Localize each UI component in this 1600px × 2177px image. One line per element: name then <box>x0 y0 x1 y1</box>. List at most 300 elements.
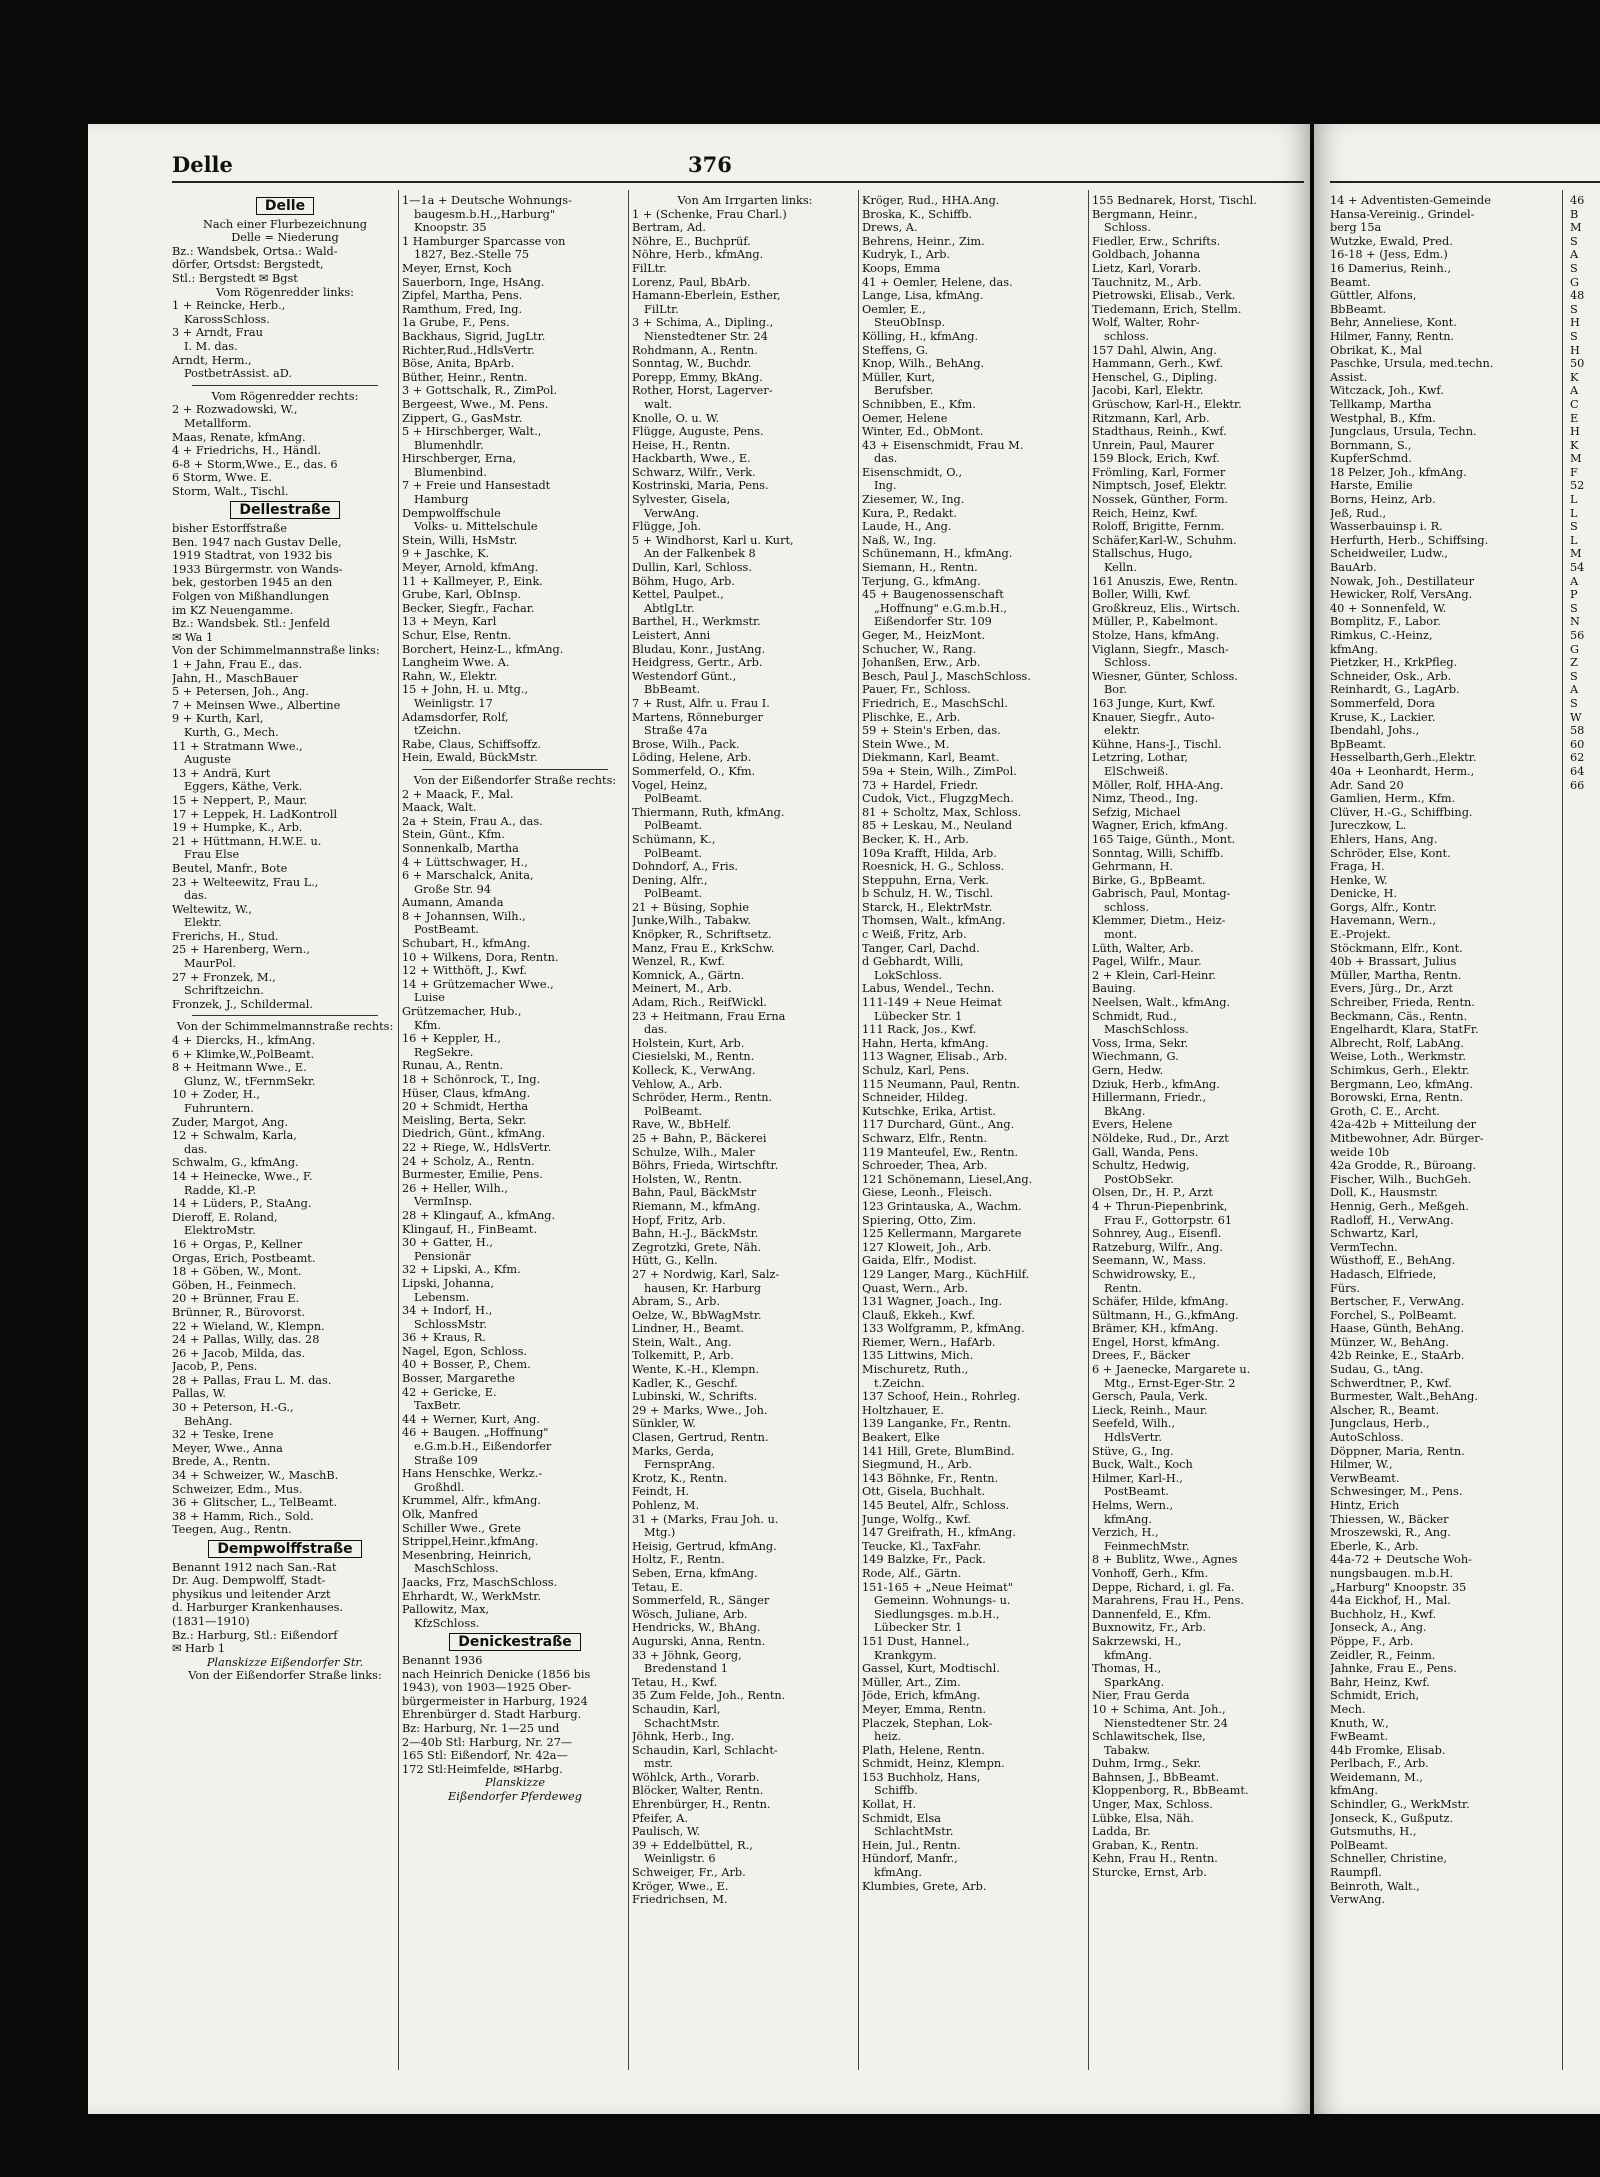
entry-line: 6 + Marschalck, Anita, <box>402 869 534 883</box>
entry-line: 16 + Keppler, H., <box>402 1032 501 1046</box>
entry-line: Jöde, Erich, kfmAng. <box>862 1689 981 1703</box>
entry-line: BbBeamt. <box>1330 302 1387 316</box>
entry-line: PolBeamt. <box>644 819 703 833</box>
entry-line: Maack, Walt. <box>402 801 477 815</box>
entry-line: Lieck, Reinh., Maur. <box>1092 1403 1208 1417</box>
entry-line: 5 + Windhorst, Karl u. Kurt, <box>632 533 794 547</box>
entry-line: hausen, Kr. Harburg <box>644 1281 762 1295</box>
entry-line: 7 + Freie und Hansestadt <box>402 479 551 493</box>
entry-line: Abram, S., Arb. <box>632 1295 720 1309</box>
entry-line: Lübecker Str. 1 <box>874 1009 963 1023</box>
entry-line: 27 + Nordwig, Karl, Salz- <box>632 1267 780 1281</box>
entry-line: 121 Schönemann, Liesel,Ang. <box>862 1172 1033 1186</box>
entry-line: elektr. <box>1104 724 1141 738</box>
entry-line: Wasserbauinsp i. R. <box>1330 520 1443 534</box>
entry-line: Winter, Ed., ObMont. <box>862 425 984 439</box>
entry-line: Schaudin, Karl, <box>632 1702 721 1716</box>
entry-line: Holsten, W., Rentn. <box>632 1172 743 1186</box>
entry-line: Lubinski, W., Schrifts. <box>632 1390 758 1404</box>
entry-line: Schmidt, Erich, <box>1330 1689 1420 1703</box>
entry-line: Weidemann, M., <box>1330 1770 1423 1784</box>
entry-line: Siedlungsges. m.b.H., <box>874 1607 1000 1621</box>
entry-line: Rahn, W., Elektr. <box>402 669 498 683</box>
entry-line: Folgen von Mißhandlungen <box>172 590 330 604</box>
entry-line: Hein, Ewald, BückMstr. <box>402 751 538 765</box>
entry-line: 165 Taige, Günth., Mont. <box>1092 832 1236 846</box>
entry-line: Bergmann, Leo, kfmAng. <box>1330 1077 1473 1091</box>
entry-line: S <box>1570 234 1578 248</box>
entry-line: 18 Pelzer, Joh., kfmAng. <box>1330 465 1467 479</box>
section-subheading: Vom Rögenredder rechts: <box>211 389 359 403</box>
entry-line: walt. <box>644 397 673 411</box>
divider <box>192 1015 378 1016</box>
entry-line: Burmester, Walt.,BehAng. <box>1330 1390 1478 1404</box>
entry-line: Reinhardt, G., LagArb. <box>1330 683 1460 697</box>
entry-line: 157 Dahl, Alwin, Ang. <box>1092 343 1217 357</box>
entry-line: Schimkus, Gerh., Elektr. <box>1330 1064 1470 1077</box>
entry-line: 1 + (Schenke, Frau Charl.) <box>632 207 787 221</box>
entry-line: Holstein, Kurt, Arb. <box>632 1036 745 1050</box>
entry-line: Nimz, Theod., Ing. <box>1092 792 1199 806</box>
entry-line: 16 Damerius, Reinh., <box>1330 261 1451 275</box>
entry-line: Aumann, Amanda <box>402 896 504 910</box>
entry-line: Schwidrowsky, E., <box>1092 1267 1196 1281</box>
entry-line: Dziuk, Herb., kfmAng. <box>1092 1077 1220 1091</box>
entry-line: Müller, P., Kabelmont. <box>1092 615 1218 629</box>
entry-line: Wolf, Walter, Rohr- <box>1092 316 1200 330</box>
column-divider <box>858 190 859 2070</box>
entry-line: Heidgress, Gertr., Arb. <box>632 656 763 670</box>
entry-line: kfmAng. <box>874 1866 922 1880</box>
entry-line: e.G.m.b.H., Eißendorfer <box>414 1440 552 1454</box>
section-subheading: Vom Rögenredder links: <box>216 285 354 299</box>
entry-line: G <box>1570 275 1580 289</box>
entry-line: 42a Grodde, R., Büroang. <box>1330 1159 1477 1173</box>
entry-line: Dullin, Karl, Schloss. <box>632 561 752 575</box>
entry-line: Behr, Anneliese, Kont. <box>1330 316 1457 330</box>
entry-line: Holtzhauer, E. <box>862 1403 944 1417</box>
entry-line: 17 + Leppek, H. LadKontroll <box>172 807 338 821</box>
intro-line: Bz.: Wandsbek, Ortsa.: Wald- <box>172 244 338 258</box>
entry-line: 5 + Hirschberger, Walt., <box>402 425 542 439</box>
entry-line: Komnick, A., Gärtn. <box>632 968 745 982</box>
section-subheading: Von der Eißendorfer Straße rechts: <box>413 773 617 787</box>
entry-line: VerwAng. <box>644 506 700 520</box>
entry-line: 23 + Heitmann, Frau Erna <box>632 1009 786 1023</box>
entry-line: Hilmer, Karl-H., <box>1092 1471 1183 1485</box>
entry-line: H <box>1570 425 1580 439</box>
entry-line: 113 Wagner, Elisab., Arb. <box>862 1050 1008 1064</box>
entry-line: Nowak, Joh., Destillateur <box>1330 574 1475 588</box>
street-intro <box>402 1654 628 1776</box>
entry-line: Großkreuz, Elis., Wirtsch. <box>1092 601 1241 615</box>
entry-line: 44 + Werner, Kurt, Ang. <box>402 1412 540 1426</box>
entry-line: 59a + Stein, Wilh., ZimPol. <box>862 764 1017 778</box>
entry-line: Tiedemann, Erich, Stellm. <box>1092 302 1242 316</box>
entry-line: Meisling, Berta, Sekr. <box>402 1113 527 1127</box>
entry-line: Hansa-Vereinig., Grindel- <box>1330 207 1475 221</box>
entry-line: d. Harburger Krankenhauses. <box>172 1601 344 1615</box>
entry-line: Gabrisch, Paul, Montag- <box>1092 887 1231 901</box>
entry-line: MaschSchloss. <box>414 1562 499 1576</box>
entry-line: Mtg., Ernst-Eger-Str. 2 <box>1104 1376 1236 1390</box>
entry-line: Stöckmann, Elfr., Kont. <box>1330 941 1463 955</box>
entry-line: Kloppenborg, R., BbBeamt. <box>1092 1784 1249 1798</box>
entry-line: 135 Littwins, Mich. <box>862 1349 974 1363</box>
entry-line: Schwesinger, M., Pens. <box>1330 1485 1463 1499</box>
entry-line: Evers, Jürg., Dr., Arzt <box>1330 982 1453 996</box>
entry-line: Krummel, Alfr., kfmAng. <box>402 1494 541 1508</box>
header-rule <box>1330 181 1600 183</box>
entry-line: Teegen, Aug., Rentn. <box>172 1523 292 1537</box>
entry-line: 73 + Hardel, Friedr. <box>862 778 979 792</box>
entry-line: Ott, Gisela, Buchhalt. <box>862 1485 986 1499</box>
entry-line: 36 + Kraus, R. <box>402 1331 486 1345</box>
entry-line: Münzer, W., BehAng. <box>1330 1335 1450 1349</box>
entry-line: Lübke, Elsa, Näh. <box>1092 1811 1194 1825</box>
entry-line: Henke, W. <box>1330 873 1388 887</box>
entry-line: Blumenbind. <box>414 465 487 479</box>
entry-line: Meyer, Wwe., Anna <box>172 1441 283 1455</box>
entry-line: A <box>1570 384 1579 398</box>
entry-line: mstr. <box>644 1757 673 1771</box>
entry-line: Dempwolffschule <box>402 506 501 520</box>
entry-line: VerwBeamt. <box>1330 1471 1400 1485</box>
entry-line: Bahr, Heinz, Kwf. <box>1330 1675 1430 1689</box>
column-5 <box>1092 194 1318 2084</box>
entry-line: Hewicker, Rolf, VersAng. <box>1330 588 1473 602</box>
entry-line: Leistert, Anni <box>632 629 711 642</box>
entry-line: 119 Manteufel, Ew., Rentn. <box>862 1145 1019 1159</box>
entry-line: Kostrinski, Maria, Pens. <box>632 479 769 493</box>
entry-line: Thiermann, Ruth, kfmAng. <box>632 805 785 819</box>
entry-line: Riemann, M., kfmAng. <box>632 1199 761 1213</box>
entry-line: 123 Grintauska, A., Wachm. <box>862 1199 1022 1213</box>
entry-line: Metallform. <box>184 416 252 430</box>
entry-line: Knauer, Siegfr., Auto- <box>1092 710 1215 724</box>
entry-line: Siegmund, H., Arb. <box>862 1458 972 1472</box>
street-heading-label: Delle <box>256 197 314 215</box>
entry-line: Gamlien, Herm., Kfm. <box>1330 792 1456 806</box>
entry-line: Fronzek, J., Schildermal. <box>172 997 313 1011</box>
entry-line: Heise, H., Rentn. <box>632 438 731 452</box>
entry-line: Hilmer, W., <box>1330 1458 1393 1472</box>
entry-line: 25 + Bahn, P., Bäckerei <box>632 1131 767 1145</box>
entry-line: t.Zeichn. <box>874 1376 925 1390</box>
entry-line: 85 + Leskau, M., Neuland <box>862 819 1013 833</box>
entry-line: Helms, Wern., <box>1092 1499 1174 1512</box>
entry-line: Weise, Loth., Werkmstr. <box>1330 1050 1466 1064</box>
entry-line: Spiering, Otto, Zim. <box>862 1213 977 1227</box>
entry-line: Boller, Willi, Kwf. <box>1092 588 1191 602</box>
entry-line: FilLtr. <box>632 261 667 275</box>
entry-line: Schlawitschek, Ilse, <box>1092 1730 1206 1744</box>
entry-line: Weinligstr. 6 <box>644 1852 716 1866</box>
intro-line: Delle = Niederung <box>231 231 339 245</box>
entry-line: Bludau, Konr., JustAng. <box>632 642 766 656</box>
entry-list <box>862 194 1088 1893</box>
entry-line: Kfm. <box>414 1018 441 1032</box>
column-divider <box>1088 190 1089 2070</box>
entry-line: Ehrhardt, W., WerkMstr. <box>402 1589 541 1603</box>
entry-line: Schmidt, Elsa <box>862 1811 942 1825</box>
entry-line: Sonntag, W., Buchdr. <box>632 357 752 371</box>
entry-line: 1—1a + Deutsche Wohnungs- <box>402 194 572 207</box>
entry-line: 10 + Wilkens, Dora, Rentn. <box>402 950 559 964</box>
entry-line: 39 + Eddelbüttel, R., <box>632 1838 753 1852</box>
entry-line: E <box>1570 411 1579 425</box>
entry-line: Sonnenkalb, Martha <box>402 841 519 855</box>
entry-line: Bergmann, Heinr., <box>1092 207 1198 221</box>
entry-line: Diekmann, Karl, Beamt. <box>862 751 1000 765</box>
entry-line: 2 + Klein, Carl-Heinr. <box>1092 968 1217 982</box>
entry-line: Schucher, W., Rang. <box>862 642 977 656</box>
entry-line: bek, gestorben 1945 an den <box>172 576 333 590</box>
entry-line: Krankgym. <box>874 1648 937 1662</box>
header-rule <box>172 181 1304 183</box>
entry-line: Paschke, Ursula, med.techn. <box>1330 357 1494 371</box>
entry-line: Eißendorfer Str. 109 <box>874 615 992 629</box>
entry-line: 40b + Brassart, Julius <box>1330 955 1457 969</box>
entry-line: heiz. <box>874 1730 902 1744</box>
entry-line: Kolleck, K., VerwAng. <box>632 1064 756 1077</box>
entry-line: L <box>1570 506 1578 520</box>
entry-line: A <box>1570 248 1579 262</box>
entry-line: Stadthaus, Reinh., Kwf. <box>1092 425 1227 439</box>
entry-line: Beinroth, Walt., <box>1330 1879 1420 1893</box>
entry-line: Schloss. <box>1104 656 1151 670</box>
entry-line: Manz, Frau E., KrkSchw. <box>632 941 775 955</box>
entry-line: Placzek, Stephan, Lok- <box>862 1716 993 1730</box>
entry-line: Straße 47a <box>644 724 708 738</box>
entry-line: Tanger, Carl, Dachd. <box>862 941 980 955</box>
entry-line: Jonseck, A., Ang. <box>1330 1621 1427 1635</box>
column-3 <box>632 194 858 2084</box>
entry-line: Müller, Art., Zim. <box>862 1675 961 1689</box>
entry-line: Dieroff, E. Roland, <box>172 1210 278 1224</box>
entry-line: Doll, K., Hausmstr. <box>1330 1186 1438 1200</box>
entry-line: Plischke, E., Arb. <box>862 710 961 724</box>
plan-sketch-note: Eißendorfer Pferdeweg <box>447 1789 583 1803</box>
entry-line: PolBeamt. <box>644 1104 703 1118</box>
entry-line: Westphal, B., Kfm. <box>1330 411 1436 425</box>
entry-line: Beckmann, Cäs., Rentn. <box>1330 1009 1468 1023</box>
entry-line: Sakrzewski, H., <box>1092 1634 1182 1648</box>
entry-line: Knöpker, R., Schriftsetz. <box>632 928 772 942</box>
entry-line: 36 + Glitscher, L., TelBeamt. <box>172 1496 338 1510</box>
entry-line: Benannt 1936 <box>402 1653 483 1667</box>
entry-line: 1a Grube, F., Pens. <box>402 316 510 330</box>
entry-line: Hadasch, Elfriede, <box>1330 1267 1437 1281</box>
entry-line: Knoopstr. 35 <box>414 221 487 235</box>
entry-line: Schulz, Karl, Pens. <box>862 1064 970 1077</box>
entry-line: Viglann, Siegfr., Masch- <box>1092 642 1229 656</box>
entry-line: 12 + Schwalm, Karla, <box>172 1129 297 1143</box>
entry-line: Marks, Gerda, <box>632 1444 715 1458</box>
entry-line: Lange, Lisa, kfmAng. <box>862 289 984 303</box>
entry-line: Vonhoff, Gerh., Kfm. <box>1092 1566 1209 1580</box>
entry-line: Nier, Frau Gerda <box>1092 1689 1190 1703</box>
entry-line: 172 Stl:Heimfelde, ✉Harbg. <box>402 1762 563 1776</box>
entry-line: Buxnowitz, Fr., Arb. <box>1092 1621 1207 1635</box>
entry-line: 32 + Lipski, A., Kfm. <box>402 1263 521 1277</box>
entry-line: 28 + Pallas, Frau L. M. das. <box>172 1373 332 1387</box>
entry-line: 11 + Stratmann Wwe., <box>172 739 303 753</box>
entry-line: Schnibben, E., Kfm. <box>862 397 976 411</box>
entry-line: c Weiß, Fritz, Arb. <box>862 928 967 942</box>
entry-line: Knolle, O. u. W. <box>632 411 720 425</box>
entry-line: 30 + Gatter, H., <box>402 1236 493 1250</box>
entry-line: Hüser, Claus, kfmAng. <box>402 1086 531 1100</box>
entry-line: Labus, Wendel., Techn. <box>862 982 995 996</box>
entry-line: 33 + Jöhnk, Georg, <box>632 1648 742 1662</box>
entry-line: Meyer, Emma, Rentn. <box>862 1702 987 1716</box>
entry-line: Junke,Wilh., Tabakw. <box>632 914 752 928</box>
entry-line: Benannt 1912 nach San.-Rat <box>172 1560 337 1574</box>
entry-line: Berufsber. <box>874 384 934 398</box>
entry-line: L <box>1570 493 1578 507</box>
entry-line: Rave, W., BbHelf. <box>632 1118 732 1132</box>
entry-line: Rimkus, C.-Heinz, <box>1330 629 1433 642</box>
entry-line: A <box>1570 683 1579 697</box>
entry-line: Döppner, Maria, Rentn. <box>1330 1444 1465 1458</box>
entry-line: 34 + Schweizer, W., MaschB. <box>172 1469 339 1483</box>
entry-line: Stein Wwe., M. <box>862 737 950 751</box>
entry-line: Steppuhn, Erna, Verk. <box>862 873 989 887</box>
entry-line: Thomsen, Walt., kfmAng. <box>862 914 1006 928</box>
entry-line: Wösch, Juliane, Arb. <box>632 1607 748 1621</box>
entry-line: MaschSchloss. <box>1104 1023 1189 1037</box>
entry-line: 3 + Gottschalk, R., ZimPol. <box>402 384 558 398</box>
entry-line: Backhaus, Sigrid, JugLtr. <box>402 329 546 343</box>
entry-line: BbBeamt. <box>644 683 701 697</box>
entry-line: Ladda, Br. <box>1092 1825 1151 1839</box>
entry-line: 2 + Maack, F., Mal. <box>402 787 514 801</box>
entry-line: Pallas, W. <box>172 1387 226 1401</box>
entry-list <box>402 194 628 765</box>
entry-line: Oelze, W., BbWagMstr. <box>632 1308 762 1322</box>
entry-line: Zegrotzki, Grete, Näh. <box>632 1240 762 1254</box>
entry-line: Meyer, Arnold, kfmAng. <box>402 561 539 575</box>
column-divider <box>1562 190 1563 2070</box>
entry-line: Scheidweiler, Ludw., <box>1330 547 1448 561</box>
entry-line: Brose, Wilh., Pack. <box>632 737 740 751</box>
entry-line: 9 + Jaschke, K. <box>402 547 490 561</box>
entry-line: Perlbach, F., Arb. <box>1330 1757 1429 1771</box>
entry-line: Kröger, Wwe., E. <box>632 1879 729 1893</box>
entry-line: Jacobi, Karl, Elektr. <box>1092 384 1204 398</box>
entry-line: Strippel,Heinr.,kfmAng. <box>402 1535 539 1549</box>
entry-line: 54 <box>1570 561 1585 575</box>
entry-line: Jureczkow, L. <box>1330 819 1407 833</box>
entry-line: Alscher, R., Beamt. <box>1330 1403 1440 1417</box>
entry-line: Adam, Rich., ReifWickl. <box>632 996 767 1010</box>
entry-line: Fischer, Wilh., BuchGeh. <box>1330 1172 1472 1186</box>
entry-line: Buchholz, H., Kwf. <box>1330 1607 1437 1621</box>
entry-line: Vehlow, A., Arb. <box>632 1077 723 1091</box>
entry-line: Barthel, H., Werkmstr. <box>632 615 761 629</box>
entry-line: Kruse, K., Lackier. <box>1330 710 1436 724</box>
entry-line: Hillermann, Friedr., <box>1092 1091 1207 1105</box>
entry-line: 10 + Schima, Ant. Joh., <box>1092 1702 1226 1716</box>
entry-line: Wüsthoff, E., BehAng. <box>1330 1254 1456 1268</box>
section-subheading: Von der Eißendorfer Straße links: <box>188 1669 382 1683</box>
entry-line: 149 Balzke, Fr., Pack. <box>862 1553 986 1567</box>
entry-line: nach Heinrich Denicke (1856 bis <box>402 1667 591 1681</box>
entry-line: 18 + Schönrock, T., Ing. <box>402 1073 541 1086</box>
entry-line: ElektroMstr. <box>184 1224 256 1238</box>
entry-line: 129 Langer, Marg., KüchHilf. <box>862 1267 1030 1281</box>
entry-line: Klingauf, H., FinBeamt. <box>402 1222 538 1236</box>
entry-line: Holtz, F., Rentn. <box>632 1553 725 1567</box>
intro-line: dörfer, Ortsdst: Bergstedt, <box>172 258 324 272</box>
entry-list <box>172 658 398 1011</box>
entry-line: Sefzig, Michael <box>1092 805 1181 819</box>
entry-line: 13 + Meyn, Karl <box>402 615 497 629</box>
entry-line: TaxBetr. <box>414 1399 462 1413</box>
entry-line: Harste, Emilie <box>1330 479 1413 493</box>
entry-line: Beutel, Manfr., Bote <box>172 861 288 875</box>
entry-line: 45 + Baugenossenschaft <box>862 588 1004 602</box>
entry-line: Dohndorf, A., Fris. <box>632 860 738 874</box>
entry-line: 8 + Bublitz, Wwe., Agnes <box>1092 1553 1238 1567</box>
entry-line: Groth, C. E., Archt. <box>1330 1104 1440 1118</box>
entry-line: „Hoffnung" e.G.m.b.H., <box>874 601 1008 615</box>
entry-line: Nienstedtener Str. 24 <box>644 329 768 343</box>
entry-line: 8 + Johannsen, Wilh., <box>402 909 526 923</box>
entry-line: Bertram, Ad. <box>632 221 706 235</box>
entry-line: Blöcker, Walter, Rentn. <box>632 1784 764 1798</box>
entry-line: VerwAng. <box>1330 1893 1386 1907</box>
entry-line: 4 + Lüttschwager, H., <box>402 855 528 869</box>
entry-line: SchachtMstr. <box>644 1716 720 1730</box>
entry-line: Havemann, Wern., <box>1330 914 1437 928</box>
entry-line: Pietrowski, Elisab., Verk. <box>1092 289 1236 303</box>
entry-line: Löding, Helene, Arb. <box>632 751 752 765</box>
entry-line: Schwerdtner, P., Kwf. <box>1330 1376 1452 1390</box>
entry-line: Jonseck, K., Gußputz. <box>1330 1811 1454 1825</box>
entry-line: Grube, Karl, ObInsp. <box>402 588 522 602</box>
entry-line: Knuth, W., <box>1330 1716 1389 1730</box>
entry-line: KfzSchloss. <box>414 1616 480 1630</box>
entry-line: kfmAng. <box>1330 642 1378 656</box>
entry-line: nungsbaugen. m.b.H. <box>1330 1566 1454 1580</box>
entry-line: Johanßen, Erw., Arb. <box>862 656 981 670</box>
entry-line: Mischuretz, Ruth., <box>862 1363 969 1377</box>
entry-line: M <box>1570 547 1582 561</box>
entry-line: Brede, A., Rentn. <box>172 1455 271 1469</box>
entry-line: 62 <box>1570 751 1585 765</box>
entry-line: Glunz, W., tFernmSekr. <box>184 1074 316 1088</box>
entry-line: Frömling, Karl, Former <box>1092 465 1226 479</box>
entry-line: Deppe, Richard, i. gl. Fa. <box>1092 1580 1235 1594</box>
entry-line: Nöhre, E., Buchprüf. <box>632 234 751 248</box>
entry-line: PostbetrAssist. aD. <box>184 367 293 381</box>
entry-line: 44a Eickhof, H., Mal. <box>1330 1594 1451 1608</box>
entry-line: KupferSchmd. <box>1330 452 1412 466</box>
entry-line: 6 + Jaenecke, Margarete u. <box>1092 1363 1251 1377</box>
entry-line: Diedrich, Günt., kfmAng. <box>402 1127 546 1141</box>
plan-sketch-note: Planskizze <box>484 1776 546 1790</box>
entry-line: Thomas, H., <box>1092 1662 1162 1676</box>
entry-line: 24 + Scholz, A., Rentn. <box>402 1154 535 1168</box>
entry-line: Porepp, Emmy, BkAng. <box>632 370 763 384</box>
entry-line: Hamburg <box>414 493 469 507</box>
entry-line: Sauerborn, Inge, HsAng. <box>402 275 545 289</box>
entry-line: Beamt. <box>1330 275 1371 289</box>
entry-line: 60 <box>1570 737 1585 751</box>
entry-line: Kura, P., Redakt. <box>862 506 958 520</box>
